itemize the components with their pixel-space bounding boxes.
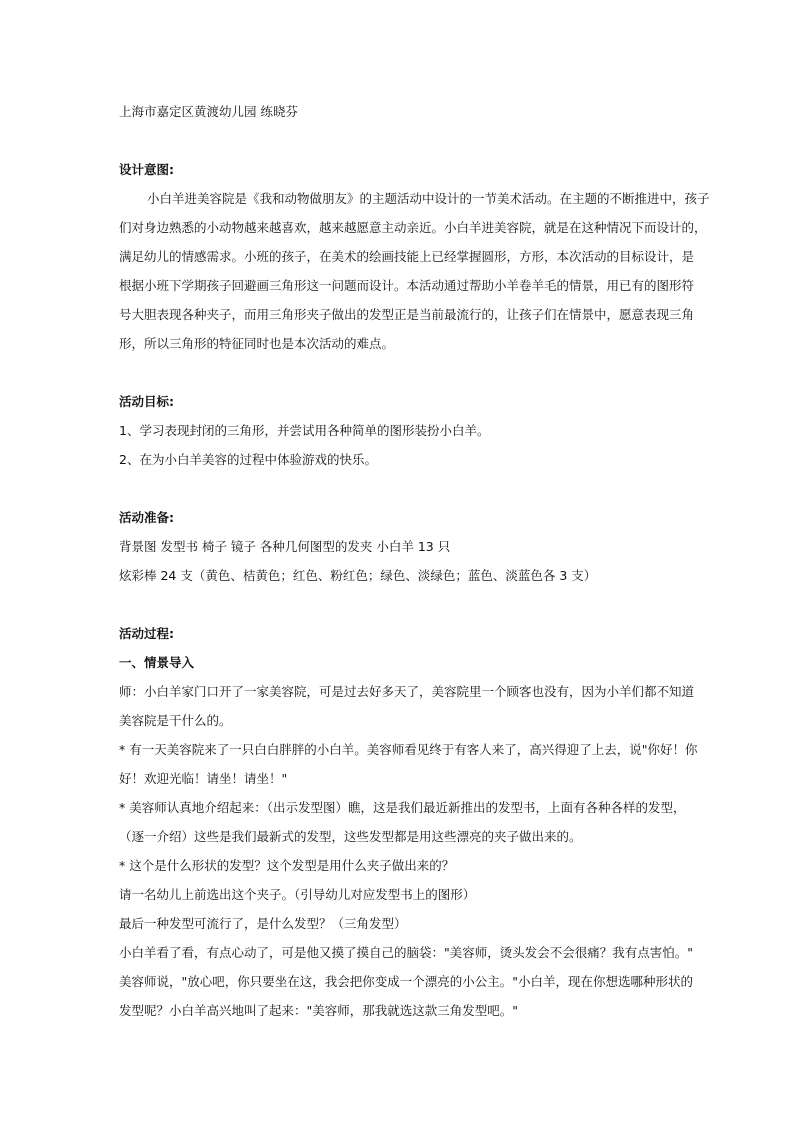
process-line-9: 最后一种发型可流行了，是什么发型？（三角发型） (119, 916, 407, 931)
goals-heading: 活动目标: (119, 394, 174, 409)
design-intent-line-6: 形，所以三角形的特征同时也是本次活动的难点。 (119, 336, 395, 351)
preparation-heading: 活动准备: (119, 510, 174, 525)
process-line-8: 请一名幼儿上前选出这个夹子。（引导幼儿对应发型书上的图形） (119, 887, 476, 902)
goals-section (119, 387, 679, 474)
preparation-item-2: 炫彩棒 24 支（黄色、桔黄色；红色、粉红色；绿色、淡绿色；蓝色、淡蓝色各 3 支） (119, 568, 597, 583)
goal-item-2: 2、在为小白羊美容的过程中体验游戏的快乐。 (119, 452, 377, 467)
design-intent-line-2: 们对身边熟悉的小动物越来越喜欢，越来越愿意主动亲近。小白羊进美容院，就是在这种情况下而设计的， (119, 220, 707, 235)
process-line-7: * 这个是什么形状的发型？这个发型是用什么夹子做出来的？ (119, 858, 455, 873)
process-line-6: （逐一介绍）这些是我们最新式的发型，这些发型都是用这些漂亮的夹子做出来的。 (119, 829, 582, 844)
design-intent-line-5: 号大胆表现各种夹子，而用三角形夹子做出的发型正是当前最流行的，让孩子们在情景中，愿意表现三角 (119, 307, 695, 322)
author-block (119, 97, 679, 126)
process-line-1: 师：小白羊家门口开了一家美容院，可是过去好多天了，美容院里一个顾客也没有，因为小羊们都不知道 (119, 684, 695, 699)
process-line-10: 小白羊看了看，有点心动了，可是他又摸了摸自己的脑袋："美容师，烫头发会不会很痛？我有点害怕。" (119, 945, 694, 960)
process-line-12: 发型呢？小白羊高兴地叫了起来："美容师，那我就选这款三角发型吧。" (119, 1003, 519, 1018)
process-section1-title: 一、情景导入 (119, 655, 195, 670)
process-line-2: 美容院是干什么的。 (119, 713, 232, 728)
process-line-3: * 有一天美容院来了一只白白胖胖的小白羊。美容师看见终于有客人来了，高兴得迎了上去，说"你好！你 (119, 742, 698, 757)
preparation-item-1: 背景图 发型书 椅子 镜子 各种几何图型的发夹 小白羊 13 只 (119, 539, 451, 554)
goal-item-1: 1、学习表现封闭的三角形，并尝试用各种简单的图形装扮小白羊。 (119, 423, 490, 438)
process-line-4: 好！欢迎光临！请坐！请坐！" (119, 771, 288, 786)
preparation-section (119, 503, 679, 590)
design-intent-section (119, 155, 710, 358)
author-line: 上海市嘉定区黄渡幼儿园 练晓芬 (119, 104, 298, 119)
process-line-11: 美容师说，"放心吧，你只要坐在这，我会把你变成一个漂亮的小公主。"小白羊，现在你想选哪种形状的 (119, 974, 694, 989)
process-heading: 活动过程: (119, 626, 174, 641)
design-intent-heading: 设计意图: (119, 162, 174, 177)
process-line-5: * 美容师认真地介绍起来：（出示发型图）瞧，这是我们最近新推出的发型书，上面有各种各样的发型， (119, 800, 686, 815)
design-intent-line-1: 小白羊进美容院是《我和动物做朋友》的主题活动中设计的一节美术活动。在主题的不断推进中，孩子 (147, 191, 710, 206)
process-section (119, 619, 698, 1025)
design-intent-line-4: 根据小班下学期孩子回避画三角形这一问题而设计。本活动通过帮助小羊卷羊毛的情景，用已有的图形符 (119, 278, 695, 293)
design-intent-line-3: 满足幼儿的情感需求。小班的孩子，在美术的绘画技能上已经掌握圆形，方形，本次活动的目标设计，是 (119, 249, 695, 264)
